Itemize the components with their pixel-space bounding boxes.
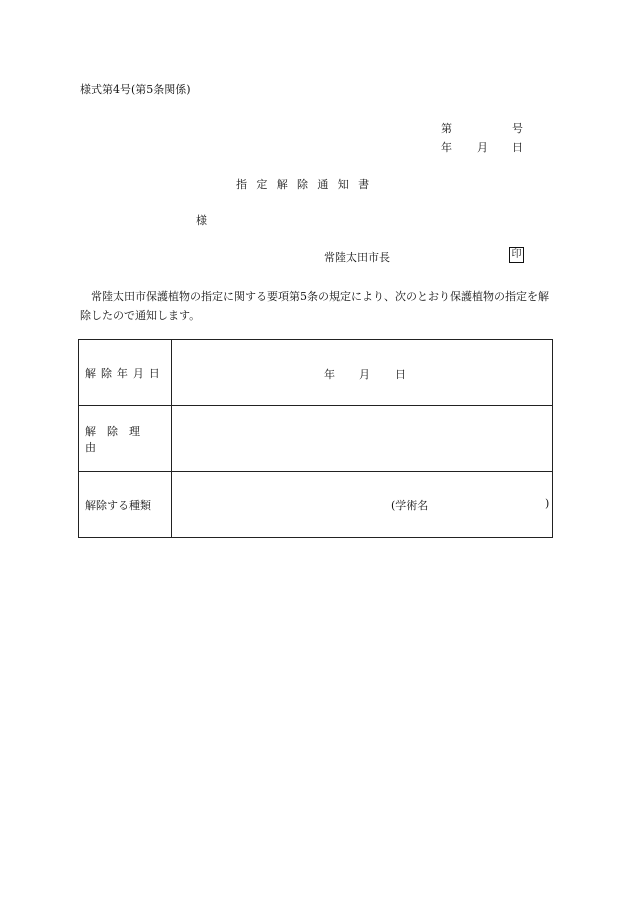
sender-name: 常陸太田市長 <box>324 251 390 264</box>
document-date-month: 月 <box>477 141 488 154</box>
scientific-name-open: (学術名 <box>391 499 429 512</box>
table-row <box>79 340 553 406</box>
release-kind-label: 解除する種類 <box>79 472 172 538</box>
addressee-honorific: 様 <box>196 214 207 227</box>
release-date-day: 日 <box>395 368 406 381</box>
release-date-label: 解除年月日 <box>79 340 172 406</box>
document-title: 指定解除通知書 <box>236 178 379 191</box>
release-date-year: 年 <box>324 368 335 381</box>
document-number-prefix: 第 <box>441 122 452 135</box>
table-row <box>79 406 553 472</box>
document-date-year: 年 <box>441 141 452 154</box>
seal-mark: 印 <box>509 247 524 263</box>
document-date-day: 日 <box>512 141 523 154</box>
release-date-month: 月 <box>359 368 370 381</box>
scientific-name-close: ) <box>545 497 550 510</box>
release-details-table <box>78 339 553 538</box>
document-number-suffix: 号 <box>512 122 523 135</box>
release-reason-label: 解除理由 <box>79 406 172 472</box>
release-reason-value <box>172 406 553 472</box>
table-row <box>79 472 553 538</box>
form-number-label: 様式第4号(第5条関係) <box>80 83 191 96</box>
release-kind-value <box>172 472 553 538</box>
release-date-value <box>172 340 553 406</box>
notice-body: 常陸太田市保護植物の指定に関する要項第5条の規定により、次のとおり保護植物の指定を解除したので通知します。 <box>80 290 549 322</box>
